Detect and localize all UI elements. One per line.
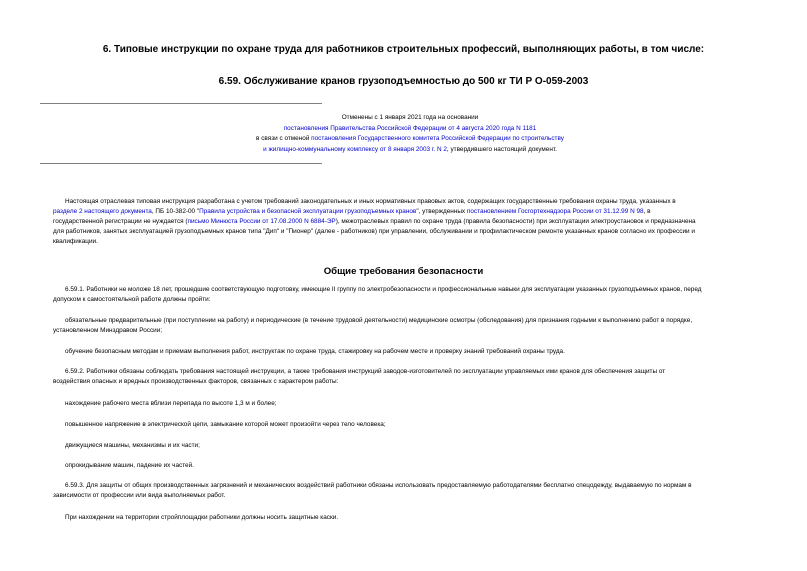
text-line: 6.59.2. Работники обязаны соблюдать требования настоящей инструкции, а также требования инструкций заводов-изготовителей по эксплуатации управляемых ими кранов для обеспечения защиты от (65, 368, 666, 375)
paragraph-6-59-3 (53, 481, 767, 501)
intro-line-5: квалификации. (53, 238, 98, 245)
notice-text-tail: , утвердившего настоящий документ. (446, 145, 557, 153)
paragraph-6-59-1 (53, 285, 767, 305)
text-line: 6.59.1. Работники не моложе 18 лет, прошедшие соответствующую подготовку, имеющие II группу по электробезопасности и профессиональные навыки для эксплуатации указанных грузоподъемных кранов, перед (65, 286, 702, 293)
text-line: допуском к самостоятельной работе должны пройти: (53, 296, 211, 303)
text-line: При нахождении на территории стройплощадки работники должны носить защитные каски. (65, 514, 339, 521)
hazard-voltage (53, 420, 767, 430)
notice-text: в связи с отменой (256, 135, 312, 142)
link-crane-rules[interactable]: Правила устройства и безопасной эксплуатации грузоподъемных кранов (199, 208, 417, 215)
paragraph-6-59-2 (53, 367, 767, 387)
link-section-2[interactable]: разделе 2 настоящего документа (53, 208, 152, 215)
hazard-tipping (53, 461, 767, 471)
text-line: воздействия опасных и вредных производственных факторов, связанных с характером работы: (53, 378, 339, 385)
intro-text: государственной регистрации не нуждается ( (53, 218, 188, 225)
hazard-height (53, 399, 767, 409)
paragraph-training (53, 347, 767, 357)
text-line: обязательные предварительные (при поступлении на работу) и периодические (в течение трудовой деятельности) медицинские осмотры (обследования) для признания годными к выполнению работ в порядке, (65, 317, 693, 324)
intro-text: , ПБ 10-382-00 " (151, 208, 200, 215)
document-title: 6.59. Обслуживание кранов грузоподъемностью до 500 кг ТИ Р О-059-2003 (218, 76, 589, 87)
revocation-notice (180, 113, 640, 155)
paragraph-helmets (53, 513, 767, 523)
paragraph-medical (53, 316, 767, 336)
intro-line-1: Настоящая отраслевая типовая инструкция разработана с учетом требований законодательных и иных нормативных правовых актов, содержащих государственные требования охраны труда, указанных в (65, 198, 676, 205)
intro-text: ), межотраслевых правил по охране труда (правила безопасности) при эксплуатации электроустановок и предназначена (335, 218, 696, 225)
text-line: нахождение рабочего места вблизи перепада по высоте 1,3 м и более; (65, 400, 277, 407)
text-line: повышенное напряжение в электрической цепи, замыкание которой может произойти через тело человека; (65, 421, 386, 428)
text-line: зависимости от профессии или вида выполняемых работ. (53, 492, 226, 499)
notice-link-gosstroy-decree-cont[interactable]: и жилищно-коммунальному комплексу от 8 января 2003 г. N 2 (263, 145, 447, 153)
intro-text: , в (643, 208, 651, 215)
hazard-moving-machines (53, 441, 767, 451)
text-line: установленном Минздравом России; (53, 327, 163, 334)
notice-link-gosstroy-decree[interactable]: постановления Государственного комитета Российской Федерации по строительству (311, 135, 564, 142)
text-line: 6.59.3. Для защиты от общих производственных загрязнений и механических воздействий работники обязаны использовать предоставляемую работодателями бесплатно спецодежду, выдаваемую по нормам в (65, 482, 692, 489)
notice-line-1: Отменены с 1 января 2021 года на основании (341, 114, 479, 121)
text-line: движущиеся машины, механизмы и их части; (65, 442, 200, 449)
divider-bottom (40, 163, 322, 164)
link-minjust-letter[interactable]: письмо Минюста России от 17.08.2000 N 6884-ЭР (187, 218, 336, 225)
notice-link-government-decree[interactable]: постановления Правительства Российской Федерации от 4 августа 2020 года N 1181 (283, 124, 537, 132)
intro-text: ", утвержденных (416, 208, 467, 215)
intro-line-4: для работников, занятых эксплуатацией грузоподъемных кранов типа "Дип" и "Пионер" (далее - работников) при управлении, обслуживании и профилактическом ремонте указанных кранов согласно их профессии и (53, 228, 695, 235)
general-safety-heading: Общие требования безопасности (323, 266, 484, 277)
text-line: обучение безопасным методам и приемам выполнения работ, инструктаж по охране труда, стажировку на рабочем месте и проверку знаний требований охраны труда. (65, 348, 565, 355)
divider-top (40, 103, 322, 104)
section-heading: 6. Типовые инструкции по охране труда для работников строительных профессий, выполняющих работы, в том числе: (102, 44, 705, 55)
intro-paragraph (53, 197, 767, 247)
link-gosgortekhnadzor-decree[interactable]: постановлением Госгортехнадзора России от 31.12.99 N 98 (466, 208, 644, 215)
text-line: опрокидывание машин, падение их частей. (65, 462, 194, 469)
